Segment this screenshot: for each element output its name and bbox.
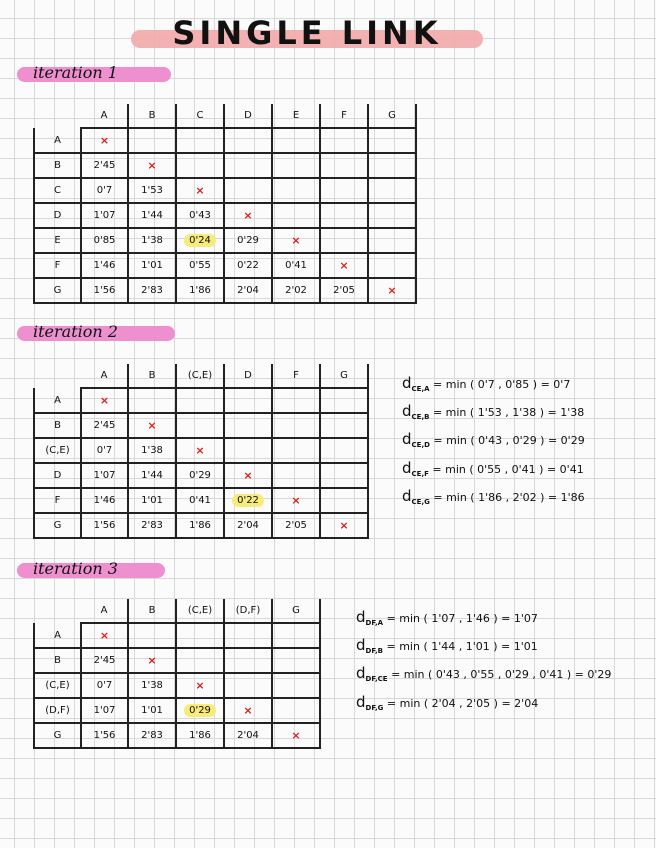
empty-cell [224,388,272,413]
row-header: G [34,278,81,303]
iteration-3-matrix [33,599,321,749]
diagonal-cross-mark: × [272,488,320,513]
distance-cell: 1'46 [81,488,128,513]
distance-cell: 2'83 [128,278,176,303]
calculation-line: $d_{DF,A} = \min$ ( 1'07 , 1'46 ) = 1'07 [356,608,538,628]
iteration-2-matrix [33,364,369,539]
empty-cell [176,128,224,153]
calculation-line: $d_{CE,D} = \min$ ( 0'43 , 0'29 ) = 0'29 [402,430,585,450]
matrix-row [34,278,416,303]
empty-cell [320,178,368,203]
distance-cell: 1'44 [128,203,176,228]
empty-cell [128,128,176,153]
distance-cell: 1'53 [128,178,176,203]
distance-cell: 0'55 [176,253,224,278]
row-header: A [34,388,81,413]
distance-cell: 1'07 [81,463,128,488]
distance-cell: 0'85 [81,228,128,253]
calculation-line: $d_{CE,B} = \min$ ( 1'53 , 1'38 ) = 1'38 [402,402,585,422]
diagonal-cross-mark: × [224,203,272,228]
distance-cell: 0'29 [224,228,272,253]
distance-cell: 2'05 [272,513,320,538]
empty-cell [224,153,272,178]
empty-cell [176,648,224,673]
distance-cell: 1'86 [176,278,224,303]
column-header: G [320,364,368,388]
distance-cell: 1'86 [176,513,224,538]
calculation-line: $d_{CE,A} = \min$ ( 0'7 , 0'85 ) = 0'7 [402,374,571,394]
page-title: SINGLE LINK [172,14,442,52]
matrix-corner [34,104,81,128]
calculation-line: $d_{DF,G} = \min$ ( 2'04 , 2'05 ) = 2'04 [356,692,539,712]
iteration-2-label: iteration 2 [33,322,118,341]
empty-cell [272,698,320,723]
distance-cell: 0'41 [272,253,320,278]
empty-cell [368,203,416,228]
empty-cell [272,463,320,488]
matrix-row [34,388,368,413]
diagonal-cross-mark: × [272,228,320,253]
distance-cell: 1'56 [81,278,128,303]
empty-cell [320,228,368,253]
empty-cell [320,153,368,178]
column-header: B [128,364,176,388]
calculation-line: $d_{CE,F} = \min$ ( 0'55 , 0'41 ) = 0'41 [402,458,584,478]
matrix-row [34,648,320,673]
distance-cell: 1'01 [128,698,176,723]
matrix-row [34,178,416,203]
row-header: A [34,623,81,648]
distance-cell: 0'7 [81,178,128,203]
calculation-line: $d_{CE,G} = \min$ ( 1'86 , 2'02 ) = 1'86 [402,486,585,506]
distance-cell: 1'86 [176,723,224,748]
row-header: G [34,513,81,538]
diagonal-cross-mark: × [81,388,128,413]
diagonal-cross-mark: × [368,278,416,303]
distance-cell: 2'45 [81,648,128,673]
distance-cell: 0'29 [176,463,224,488]
row-header: B [34,413,81,438]
distance-cell: 2'04 [224,513,272,538]
distance-cell: 2'02 [272,278,320,303]
column-header: F [320,104,368,128]
column-header: B [128,104,176,128]
minimum-distance-cell: 0'24 [176,228,224,253]
column-header: G [368,104,416,128]
empty-cell [272,388,320,413]
calculation-line: $d_{DF,B} = \min$ ( 1'44 , 1'01 ) = 1'01 [356,636,538,656]
matrix-row [34,463,368,488]
empty-cell [176,413,224,438]
row-header: (C,E) [34,673,81,698]
distance-cell: 2'45 [81,153,128,178]
distance-cell: 1'44 [128,463,176,488]
iteration-1-label: iteration 1 [33,63,118,82]
diagonal-cross-mark: × [128,648,176,673]
diagonal-cross-mark: × [176,438,224,463]
empty-cell [224,178,272,203]
empty-cell [368,178,416,203]
column-header: C [176,104,224,128]
distance-cell: 0'43 [176,203,224,228]
iteration-1-matrix [33,104,417,304]
row-header: B [34,648,81,673]
empty-cell [272,623,320,648]
minimum-distance-cell: 0'22 [224,488,272,513]
iteration-2-calculations [402,372,585,513]
empty-cell [272,128,320,153]
matrix-corner [34,599,81,623]
distance-cell: 0'22 [224,253,272,278]
empty-cell [272,413,320,438]
empty-cell [128,623,176,648]
distance-cell: 2'83 [128,723,176,748]
distance-cell: 2'04 [224,723,272,748]
empty-cell [224,673,272,698]
column-header: E [272,104,320,128]
empty-cell [272,438,320,463]
empty-cell [320,488,368,513]
empty-cell [176,388,224,413]
empty-cell [368,153,416,178]
column-header: D [224,364,272,388]
distance-cell: 0'41 [176,488,224,513]
empty-cell [320,413,368,438]
diagonal-cross-mark: × [128,153,176,178]
matrix-row [34,413,368,438]
distance-cell: 2'83 [128,513,176,538]
iteration-3-label: iteration 3 [33,559,118,578]
calculation-line: $d_{DF,CE} = \min$ ( 0'43 , 0'55 , 0'29 , 0'41 ) = 0'29 [356,664,612,684]
column-header: G [272,599,320,623]
empty-cell [176,153,224,178]
empty-cell [320,463,368,488]
matrix-corner [34,364,81,388]
empty-cell [320,203,368,228]
empty-cell [320,388,368,413]
distance-cell: 1'56 [81,723,128,748]
column-header: (C,E) [176,364,224,388]
column-header: B [128,599,176,623]
row-header: F [34,253,81,278]
diagonal-cross-mark: × [176,673,224,698]
diagonal-cross-mark: × [128,413,176,438]
row-header: (D,F) [34,698,81,723]
distance-cell: 1'01 [128,253,176,278]
matrix-row [34,723,320,748]
matrix-row [34,698,320,723]
empty-cell [368,253,416,278]
matrix-row [34,253,416,278]
empty-cell [320,438,368,463]
empty-cell [224,128,272,153]
matrix-row [34,438,368,463]
distance-cell: 1'38 [128,228,176,253]
diagonal-cross-mark: × [272,723,320,748]
empty-cell [224,438,272,463]
empty-cell [128,388,176,413]
empty-cell [368,128,416,153]
column-header: (D,F) [224,599,272,623]
row-header: A [34,128,81,153]
distance-cell: 0'7 [81,673,128,698]
diagonal-cross-mark: × [224,698,272,723]
matrix-row [34,228,416,253]
row-header: D [34,203,81,228]
distance-cell: 1'56 [81,513,128,538]
distance-cell: 2'05 [320,278,368,303]
diagonal-cross-mark: × [81,128,128,153]
empty-cell [224,648,272,673]
empty-cell [320,128,368,153]
column-header: (C,E) [176,599,224,623]
distance-cell: 1'38 [128,438,176,463]
matrix-row [34,128,416,153]
row-header: F [34,488,81,513]
distance-cell: 1'07 [81,698,128,723]
distance-cell: 1'46 [81,253,128,278]
column-header: D [224,104,272,128]
column-header: A [81,599,128,623]
empty-cell [272,178,320,203]
empty-cell [272,673,320,698]
distance-cell: 1'01 [128,488,176,513]
diagonal-cross-mark: × [176,178,224,203]
iteration-3-calculations [356,606,611,719]
column-header: F [272,364,320,388]
diagonal-cross-mark: × [81,623,128,648]
empty-cell [272,648,320,673]
empty-cell [368,228,416,253]
matrix-row [34,623,320,648]
row-header: D [34,463,81,488]
distance-cell: 2'45 [81,413,128,438]
matrix-row [34,513,368,538]
distance-cell: 2'04 [224,278,272,303]
column-header: A [81,104,128,128]
distance-cell: 1'07 [81,203,128,228]
diagonal-cross-mark: × [224,463,272,488]
matrix-row [34,673,320,698]
empty-cell [224,413,272,438]
matrix-row [34,203,416,228]
row-header: C [34,178,81,203]
distance-cell: 1'38 [128,673,176,698]
column-header: A [81,364,128,388]
matrix-row [34,153,416,178]
row-header: B [34,153,81,178]
distance-cell: 0'7 [81,438,128,463]
empty-cell [272,203,320,228]
minimum-distance-cell: 0'29 [176,698,224,723]
row-header: E [34,228,81,253]
row-header: G [34,723,81,748]
diagonal-cross-mark: × [320,513,368,538]
empty-cell [272,153,320,178]
empty-cell [176,623,224,648]
matrix-row [34,488,368,513]
diagonal-cross-mark: × [320,253,368,278]
empty-cell [224,623,272,648]
row-header: (C,E) [34,438,81,463]
